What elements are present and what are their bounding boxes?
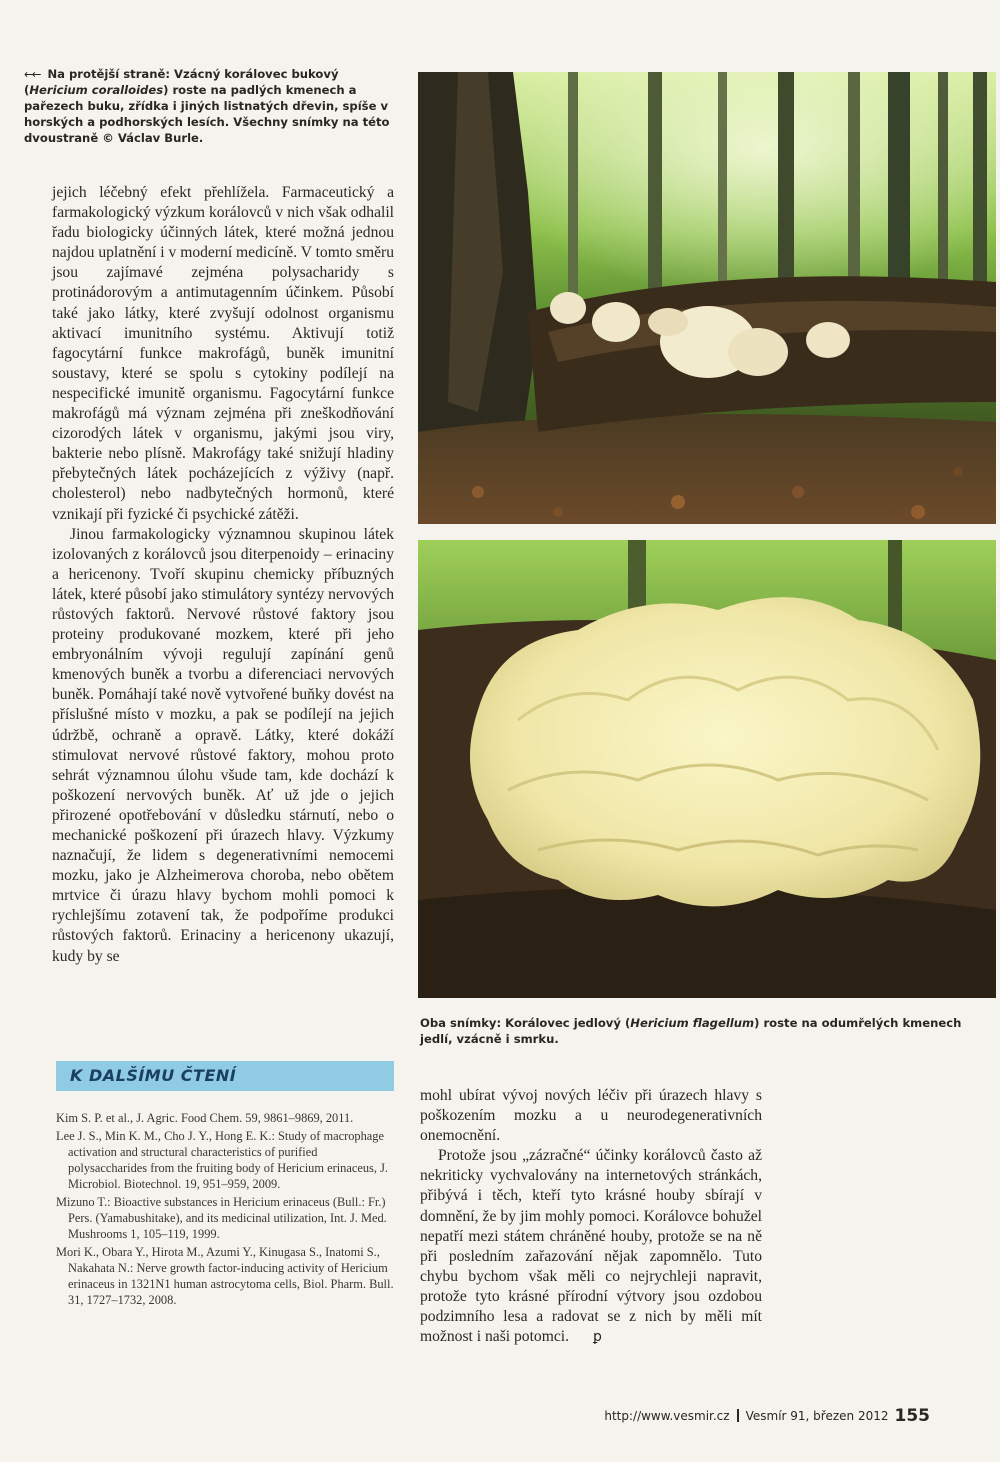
footer-separator [737,1409,739,1422]
reference-item: Kim S. P. et al., J. Agric. Food Chem. 59, 9861–9869, 2011. [56,1111,354,1125]
caption-top-latin: Hericium coralloides [29,83,164,97]
photo-coral-fungus-closeup [418,540,996,998]
left-paragraph-2: Jinou farmakologicky významnou skupinou látek izolovaných z korálovců jsou diterpenoidy – erinaciny a hericenony. Tvoří skupinu chemicky příbuzných látek, které působí jako stimulátory syntézy nervových růstových faktorů. Nervové růstové faktory jsou proteiny produkované mozkem, které při jeho embryonálním vývoji regulují zapínání genů kmenových buněk a tvorbu a diferenciaci nervových buněk. Pomáhají také nově vytvořené buňky dovést na příslušné místo v mozku, a pak se podílejí na jejich údržbě, ochraně a opravě. Látky, které dokáží stimulovat nervové růstové faktory, mohou proto sehrát významnou úlohu všude tam, kde dochází k poškození nervových buněk. Ať už jde o jejich přirozené opotřebování v důsledku stárnutí, nebo o mechanické poškození při úrazech hlavy. Výzkumy naznačují, že lidem s degenerativními nemocemi mozku, jako je Alzheimerova choroba, nebo obětem mrtvice či úrazu hlavy bychom mohli pomoci k rychlejšímu zotavení tak, že podpoříme produkci růstových faktorů. Erinaciny a hericenony ukazují, kudy by se [52,525,394,965]
footer-url-link[interactable]: http://www.vesmir.cz [604,1409,730,1423]
references-list [56,1110,394,1310]
footer-issue: Vesmír 91, březen 2012 [745,1409,889,1423]
end-of-article-icon: ꝑ [593,1329,602,1346]
right-paragraph-2 [420,1146,762,1347]
reference-item: Mori K., Obara Y., Hirota M., Azumi Y., Kinugasa S., Inatomi S., Nakahata N.: Nerve growth factor-inducing activity of Hericium erinaceus in 1321N1 human astrocytoma cells, Biol. Pharm. Bull. 31, 1727–1732, 2008. [56,1245,394,1307]
right-text-column [420,1086,762,1347]
left-text-column [52,183,394,967]
photo-caption-top [24,66,398,146]
right-paragraph-2-text: Protože jsou „zázračné“ účinky korálovců často až nekriticky vychvalovány na internetových stránkách, přibývá i těch, kteří tyto krásné houby sbírají v domnění, že by jim mohly pomoci. Korálovce bohužel nepatří mezi státem chráněné houby, protože se na ně při posledním zařazování nějak zapomnělo. Tuto chybu bychom však měli co nejrychleji napravit, protože tyto krásné přírodní výtvory jsou ozdobou podzimního lesa a radovat se z nich by měli mít možnost i naši potomci. [420,1147,762,1346]
caption-top-lead: Na protější straně: Vzácný korálovec bukový ( [24,67,339,97]
photo-forest-coral-fungus [418,72,996,524]
caption-bottom-lead: Oba snímky: Korálovec jedlový ( [420,1016,631,1030]
photo-caption-bottom [420,1015,968,1047]
further-reading-title: K DALŠÍMU ČTENÍ [70,1066,237,1085]
reference-item: Mizuno T.: Bioactive substances in Hericium erinaceus (Bull.: Fr.) Pers. (Yamabushitake), and its medicinal utilization, Int. J. Med. Mushrooms 1, 105–119, 1999. [56,1195,387,1241]
page-number: 155 [894,1406,930,1426]
reference-item: Lee J. S., Min K. M., Cho J. Y., Hong E. K.: Study of macrophage activation and structural characteristics of purified polysaccharides from the fruiting body of Hericium erinaceus, J. Microbiol. Biotechnol. 19, 951–959, 2009. [56,1129,388,1191]
caption-bottom-latin: Hericium flagellum [630,1016,755,1030]
caption-bottom-rest: ) roste na odumřelých kmenech jedlí, vzácně i smrku. [420,1016,962,1046]
left-arrows-icon: ←← [24,67,40,81]
caption-top-rest: ) roste na padlých kmenech a pařezech buku, zřídka i jiných listnatých dřevin, spíše v horských a podhorských lesích. Všechny snímky na této dvoustraně © Václav Burle. [24,83,390,145]
left-paragraph-1: jejich léčebný efekt přehlížela. Farmaceutický a farmakologický výzkum korálovců v nich však odhalil řadu biologicky účinných látek, které možná jednou najdou uplatnění i v moderní medicíně. V tomto směru jsou zajímavé zejména polysacharidy s protinádorovým a antimutagenním účinkem. Působí také jako látky, které zvyšují odolnost organismu aktivací imunitního systému. Aktivují totiž fagocytární funkce makrofágů, buněk imunitní soustavy, které se spolu s cytokiny podílejí na nespecifické imunitě organismu. Fagocytární funkce makrofágů má význam zejména při zneškodňování cizorodých látek v organismu, jakými jsou viry, bakterie nebo plísně. Makrofágy také snižují hladiny přebytečných látek pocházejících z výživy (např. cholesterol) nebo nadbytečných hormonů, které vznikají při fyzické či psychické zátěži. [52,184,394,523]
right-paragraph-1: mohl ubírat vývoj nových léčiv při úrazech hlavy s poškozením mozku a u neurodegenerativních onemocnění. [420,1087,762,1145]
page-footer [604,1406,930,1426]
